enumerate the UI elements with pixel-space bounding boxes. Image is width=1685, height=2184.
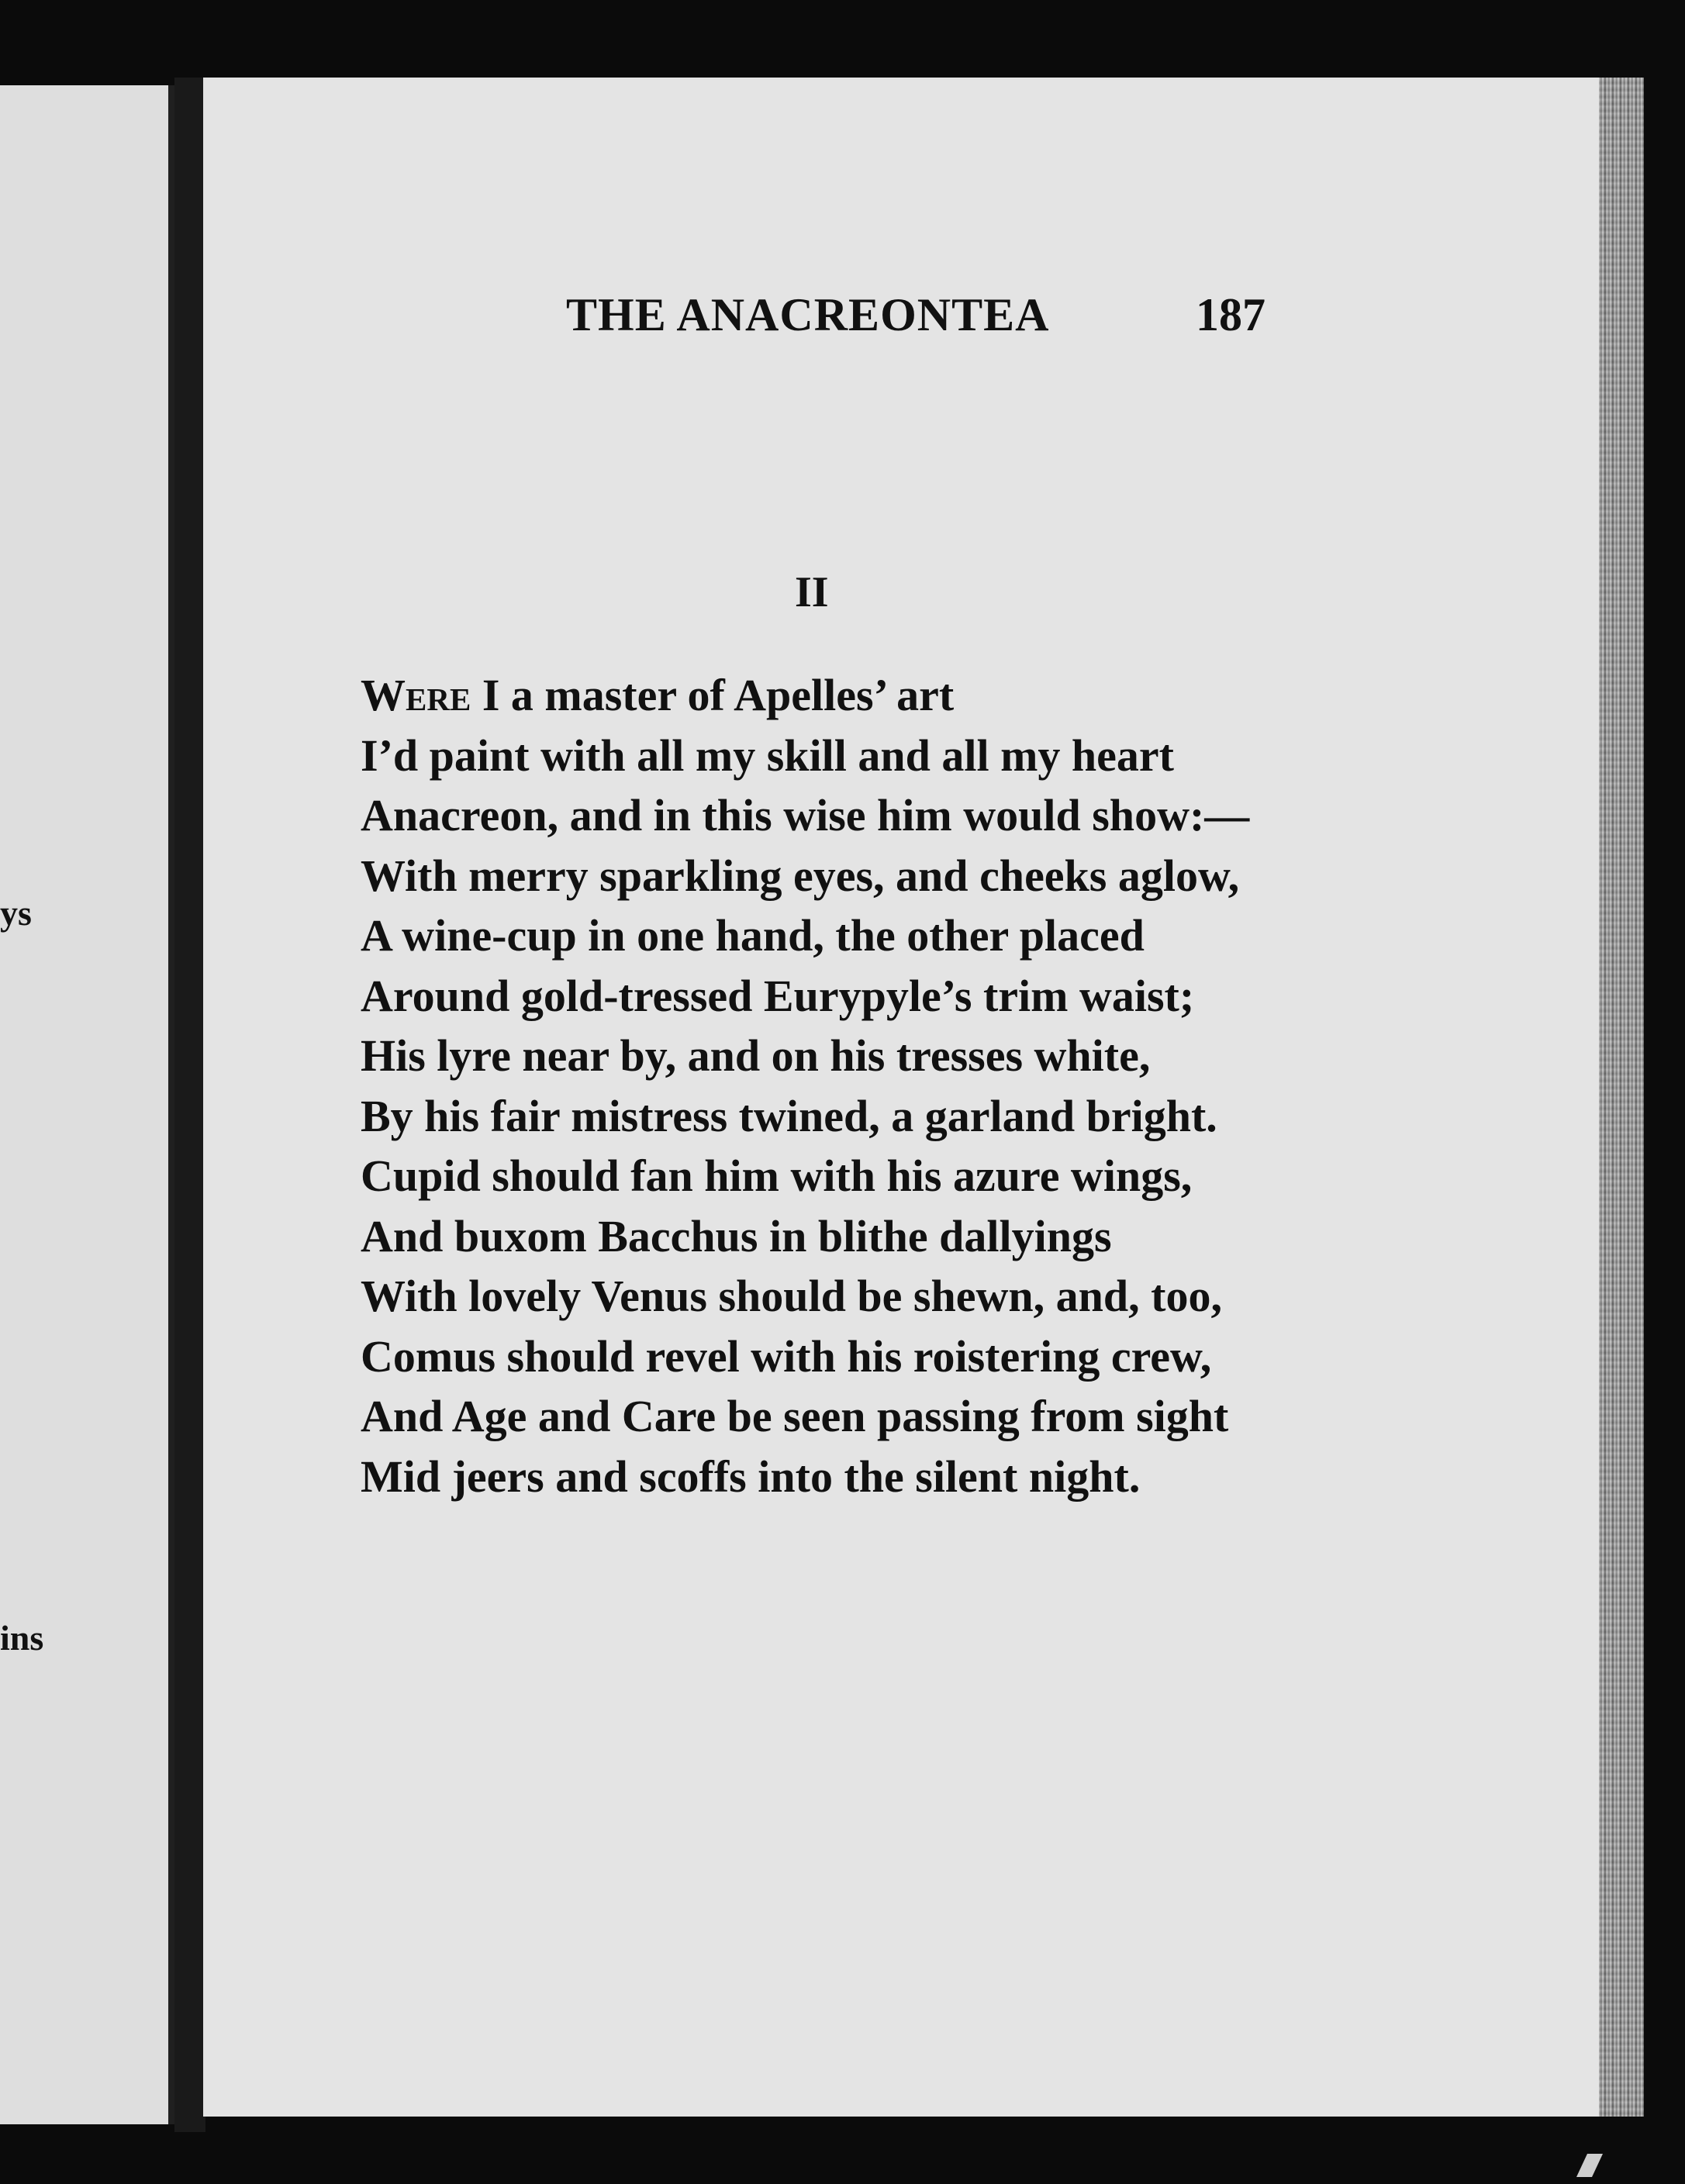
poem-first-line-text: I a master of Apelles’ art (471, 670, 955, 720)
poem-line: A wine-cup in one hand, the other placed (361, 910, 1145, 961)
poem-line: With lovely Venus should be shewn, and, too, (361, 1271, 1222, 1321)
book-gutter (174, 78, 205, 2132)
section-numeral: II (795, 568, 829, 616)
scan-corner-mark (1576, 2154, 1603, 2177)
poem-line: And buxom Bacchus in blithe dallyings (361, 1210, 1112, 1261)
poem-line: I’d paint with all my skill and all my heart (361, 730, 1174, 781)
poem-body (361, 665, 1249, 1506)
poem-line: By his fair mistress twined, a garland bright. (361, 1090, 1217, 1141)
running-head: THE ANACREONTEA (566, 289, 1050, 340)
page-number: 187 (1196, 289, 1265, 340)
poem-line: With merry sparkling eyes, and cheeks aglow, (361, 850, 1240, 901)
poem-line: Mid jeers and scoffs into the silent night. (361, 1451, 1141, 1502)
poem-line: Comus should revel with his roistering crew, (361, 1330, 1212, 1382)
previous-page-sliver (0, 85, 174, 2124)
poem-line: His lyre near by, and on his tresses white, (361, 1030, 1151, 1081)
poem-first-word: Were (361, 670, 471, 720)
left-page-fragment: ins (0, 1618, 44, 1658)
poem-line (361, 665, 1249, 726)
page-edge-stack (1599, 78, 1644, 2117)
poem-line: Anacreon, and in this wise him would show:— (361, 790, 1250, 840)
poem-line: And Age and Care be seen passing from sight (361, 1391, 1229, 1441)
left-page-fragment: ys (0, 893, 32, 933)
poem-line: Cupid should fan him with his azure wings, (361, 1151, 1193, 1201)
poem-line: Around gold-tressed Eurypyle’s trim waist; (361, 970, 1195, 1021)
page-gutter-line (168, 85, 174, 2124)
